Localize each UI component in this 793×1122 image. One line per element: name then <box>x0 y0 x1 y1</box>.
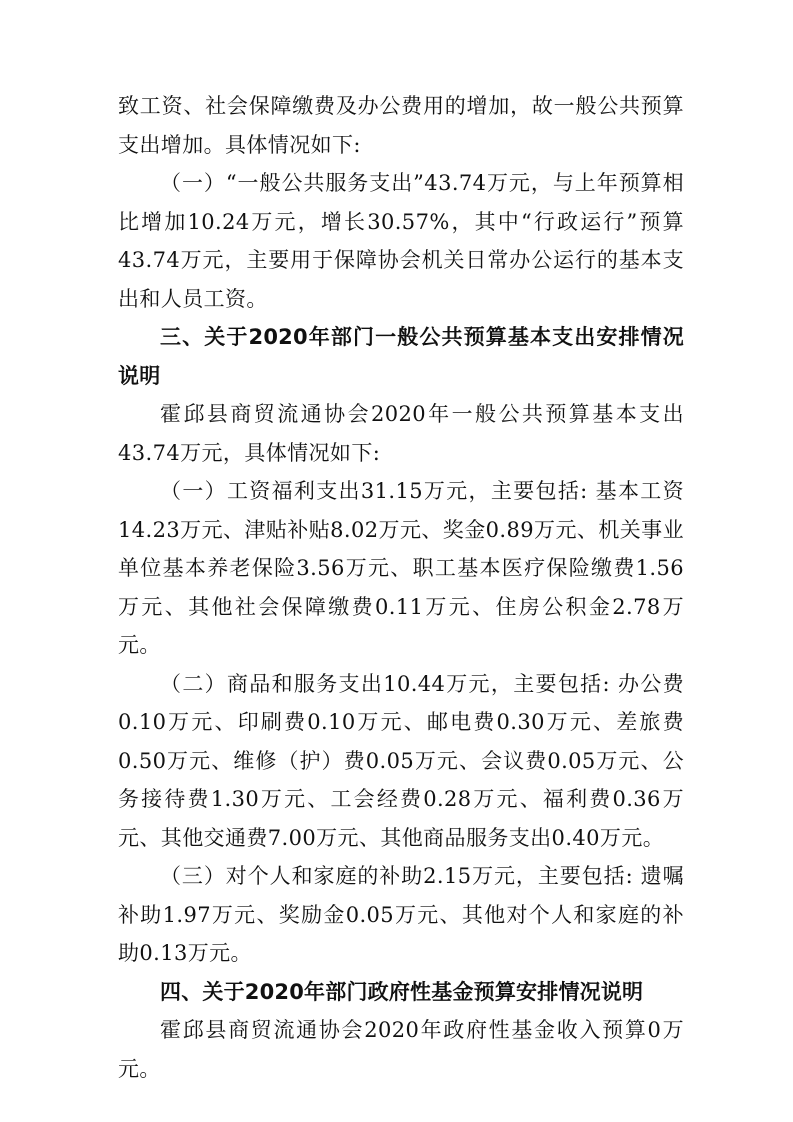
paragraph-government-fund: 霍邱县商贸流通协会2020年政府性基金收入预算0万元。 <box>118 1018 684 1081</box>
paragraph-household-subsidies: （三）对个人和家庭的补助2.15万元，主要包括: 遗嘱补助1.97万元、奖励金0.05万元、其他对个人和家庭的补助0.13万元。 <box>118 864 684 965</box>
section-heading-government-fund: 四、关于2020年部门政府性基金预算安排情况说明 <box>160 979 644 1004</box>
paragraph-salary-welfare: （一）工资福利支出31.15万元，主要包括: 基本工资14.23万元、津贴补贴8.02万元、奖金0.89万元、机关事业单位基本养老保险3.56万元、职工基本医疗保险缴费1.56万元、其他社会保障缴费0.11万元、住房公积金2.78万元。 <box>118 479 684 657</box>
document-page <box>118 87 684 1088</box>
paragraph-general-public-services: （一）“一般公共服务支出”43.74万元，与上年预算相比增加10.24万元，增长30.57%，其中“行政运行”预算43.74万元，主要用于保障协会机关日常办公运行的基本支出和人员工资。 <box>118 171 684 311</box>
paragraph-basic-expenditure-total: 霍邱县商贸流通协会2020年一般公共预算基本支出43.74万元，具体情况如下: <box>118 402 684 465</box>
paragraph-goods-services: （二）商品和服务支出10.44万元，主要包括: 办公费0.10万元、印刷费0.10万元、邮电费0.30万元、差旅费0.50万元、维修（护）费0.05万元、会议费0.05万元、公务接待费1.30万元、工会经费0.28万元、福利费0.36万元、其他交通费7.00万元、其他商品服务支出0.40万元。 <box>118 671 684 850</box>
section-heading-basic-expenditure: 三、关于2020年部门一般公共预算基本支出安排情况说明 <box>118 325 684 388</box>
paragraph-continuation: 致工资、社会保障缴费及办公费用的增加，故一般公共预算支出增加。具体情况如下: <box>118 94 684 157</box>
